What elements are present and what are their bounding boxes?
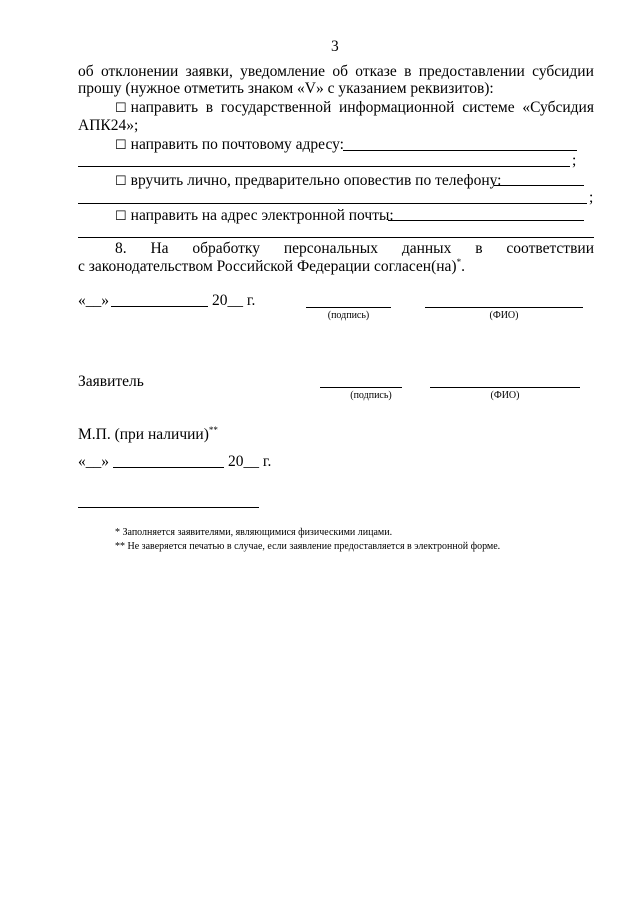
fio-caption: (ФИО)	[489, 310, 519, 321]
word: государственной	[220, 99, 332, 116]
option-post[interactable]	[115, 136, 344, 154]
post-address-field[interactable]	[343, 150, 577, 151]
checkbox-icon[interactable]: ☐	[115, 100, 127, 115]
intro-line-2: прошу (нужное отметить знаком «V» с указанием реквизитов):	[78, 80, 494, 97]
word: в	[404, 63, 412, 80]
applicant-fio-field[interactable]	[430, 387, 580, 388]
date-month-field[interactable]	[111, 306, 208, 307]
option-in-person[interactable]	[115, 172, 501, 190]
signature-caption: (подпись)	[327, 310, 370, 321]
email-field[interactable]	[388, 220, 584, 221]
word: предоставлении	[418, 63, 525, 80]
option-email-label: направить на адрес электронной почты:	[130, 207, 394, 224]
word: субсидии	[532, 63, 594, 80]
intro-line-1	[78, 63, 594, 81]
word: в	[475, 240, 483, 257]
word: данных	[401, 240, 452, 257]
word: системе	[462, 99, 515, 116]
stamp-label	[78, 426, 218, 444]
word: 8.	[115, 240, 127, 257]
date-year: 20__ г.	[212, 292, 256, 309]
applicant-label: Заявитель	[78, 373, 144, 390]
word: обработку	[192, 240, 260, 257]
option-gis-line-2: АПК24»;	[78, 117, 139, 134]
phone-field-continued[interactable]	[78, 203, 587, 204]
checkbox-icon[interactable]: ☐	[115, 208, 127, 223]
word: отклонении	[100, 63, 179, 80]
word: персональных	[283, 240, 378, 257]
footnote-separator	[78, 507, 259, 508]
consent-line-2	[78, 258, 465, 276]
signature-field[interactable]	[306, 307, 391, 308]
stamp-text: М.П. (при наличии)	[78, 426, 209, 443]
consent-line-1	[115, 240, 594, 258]
option-email[interactable]	[115, 207, 394, 225]
word: в	[205, 99, 214, 116]
word: отказе	[355, 63, 397, 80]
email-field-continued[interactable]	[78, 237, 594, 238]
applicant-signature-field[interactable]	[320, 387, 402, 388]
word: об	[332, 63, 348, 80]
footnote-2: ** Не заверяется печатью в случае, если заявление предоставляется в электронной форме.	[115, 541, 501, 552]
footnote-1: * Заполняется заявителями, являющимися физическими лицами.	[115, 527, 393, 538]
signature-caption: (подпись)	[350, 390, 392, 401]
word: соответствии	[506, 240, 594, 257]
word: информационной	[339, 99, 455, 116]
checkbox-icon[interactable]: ☐	[115, 173, 127, 188]
word: уведомление	[240, 63, 326, 80]
semicolon: ;	[572, 152, 577, 169]
fio-field[interactable]	[425, 307, 583, 308]
footnote-mark: **	[208, 424, 218, 435]
checkbox-icon[interactable]: ☐	[115, 137, 127, 152]
date-year: 20__ г.	[228, 453, 272, 470]
option-gis-first-word	[115, 99, 198, 117]
page-number: 3	[331, 38, 339, 55]
date-day: «__»	[78, 453, 109, 470]
period: .	[461, 258, 465, 275]
date-day: «__»	[78, 292, 109, 309]
word: На	[150, 240, 169, 257]
word: направить	[130, 99, 199, 116]
phone-field[interactable]	[494, 185, 584, 186]
option-gis-line-1[interactable]	[115, 99, 594, 117]
consent-text: с законодательством Российской Федерации согласен(на)	[78, 258, 457, 275]
date-month-field[interactable]	[113, 467, 224, 468]
option-post-label: направить по почтовому адресу:	[130, 136, 344, 153]
word: об	[78, 63, 94, 80]
post-address-field-continued[interactable]	[78, 166, 570, 167]
option-in-person-label: вручить лично, предварительно оповестив по телефону:	[130, 172, 502, 189]
word: «Субсидия	[522, 99, 594, 116]
footnote-mark: *	[456, 256, 462, 267]
fio-caption: (ФИО)	[490, 390, 520, 401]
semicolon: ;	[589, 189, 594, 206]
word: заявки,	[185, 63, 233, 80]
